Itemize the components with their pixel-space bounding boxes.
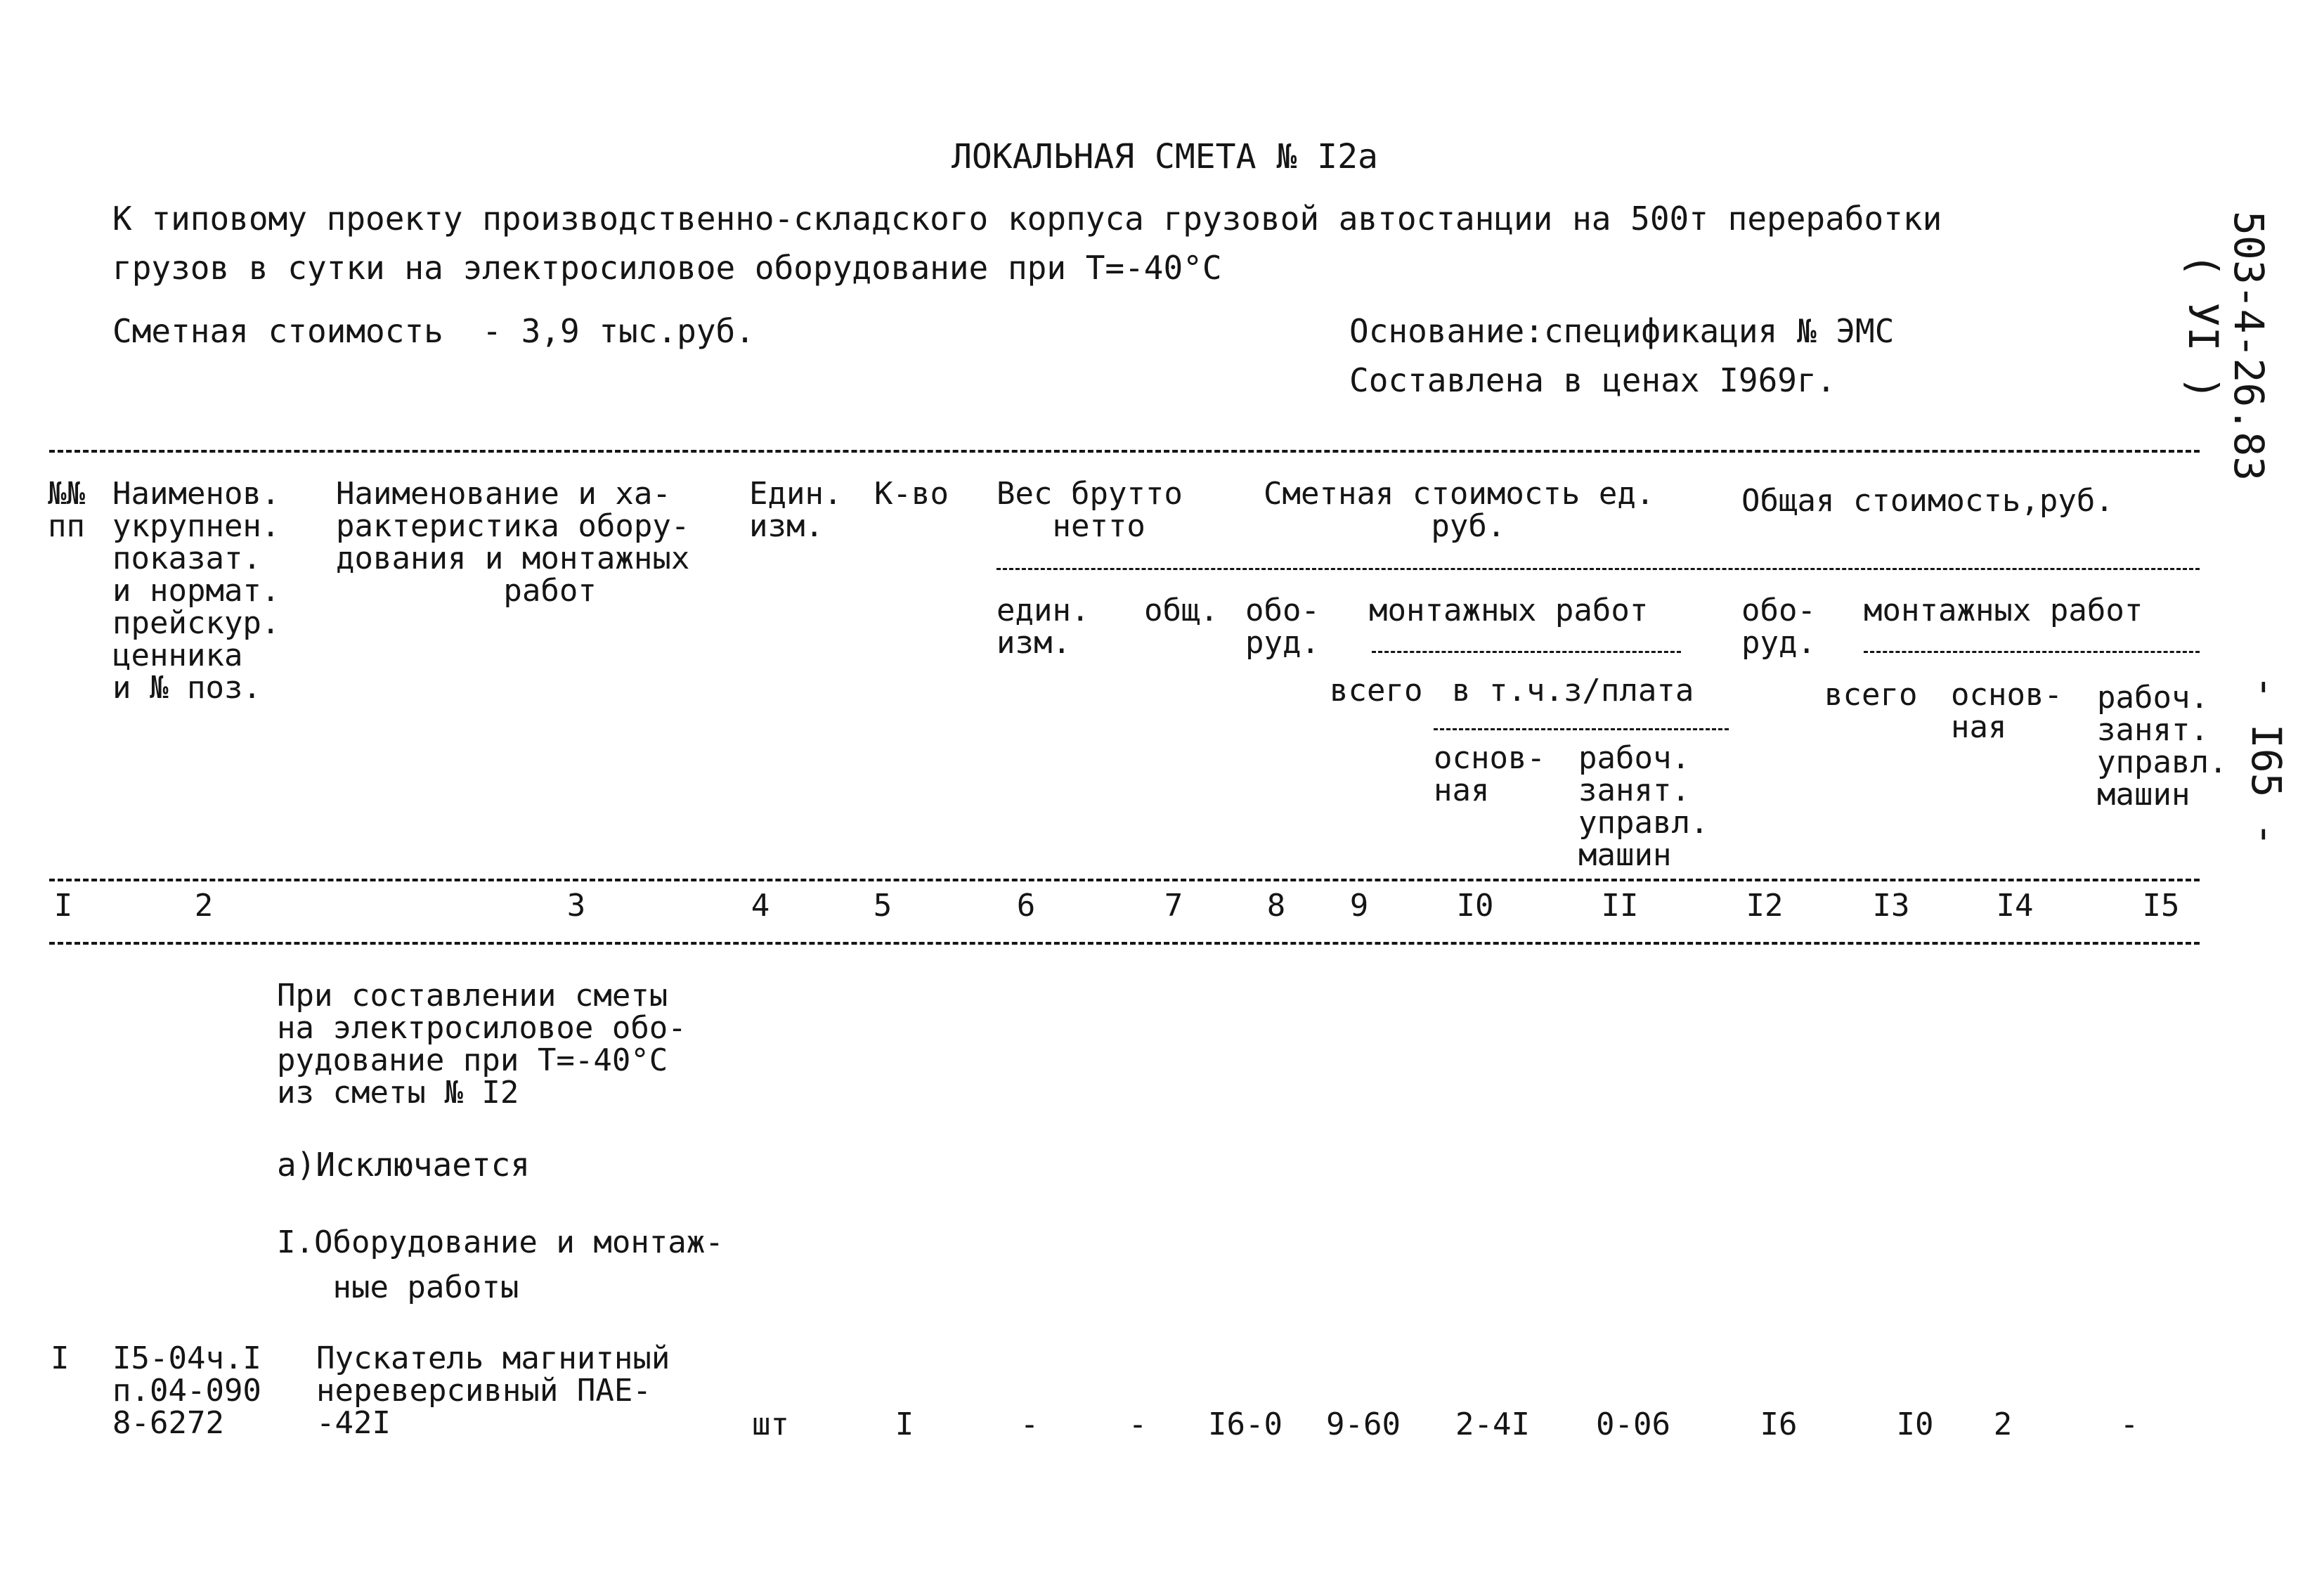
col-number: 6 bbox=[1016, 888, 1036, 924]
row-1-sum-basic: 2 bbox=[1993, 1406, 2013, 1442]
row-1-wage-machine: 0-06 bbox=[1596, 1406, 1670, 1442]
col-number: 9 bbox=[1349, 888, 1369, 924]
row-1-code: I5-04ч.I п.04-090 8-6272 bbox=[112, 1340, 261, 1441]
section-title: I.Оборудование и монтаж- ные работы bbox=[277, 1224, 724, 1305]
header-col-5: К-во bbox=[874, 476, 949, 512]
header-mount-works-2: монтажных работ bbox=[1864, 593, 2143, 628]
header-col-12: обо- руд. bbox=[1741, 593, 1816, 661]
album-number: ( УI ) bbox=[2179, 253, 2227, 401]
col-number: II bbox=[1601, 888, 1639, 924]
header-col-11: рабоч. занят. управл. машин bbox=[1578, 740, 1709, 873]
col-number: I4 bbox=[1996, 888, 2034, 924]
project-code: 503-4-26.83 bbox=[2225, 211, 2273, 481]
price-level: Составлена в ценах I969г. bbox=[1349, 361, 1836, 399]
row-1-equip-cost: I6-0 bbox=[1208, 1406, 1283, 1442]
header-col-1: №№ пп bbox=[48, 476, 85, 544]
col-number: I3 bbox=[1872, 888, 1910, 924]
header-wages-incl: в т.ч.з/плата bbox=[1452, 673, 1694, 709]
estimate-basis: Основание:спецификация № ЭМС bbox=[1349, 312, 1895, 350]
row-1-sum-machine: - bbox=[2119, 1406, 2139, 1442]
header-mount-works: монтажных работ bbox=[1369, 593, 1649, 628]
col-number: I bbox=[53, 888, 73, 924]
header-top-rule bbox=[49, 450, 2200, 453]
header-col-4: Един. изм. bbox=[749, 476, 843, 544]
page-number: - I65 - bbox=[2242, 675, 2290, 847]
excluded-label: а)Исключается bbox=[277, 1146, 531, 1184]
estimate-cost: Сметная стоимость - 3,9 тыс.руб. bbox=[112, 312, 755, 350]
header-weight: Вес брутто нетто bbox=[997, 476, 1183, 544]
row-1-weight-unit: - bbox=[1020, 1406, 1039, 1442]
header-col-6: един. изм. bbox=[997, 593, 1090, 661]
header-col-8: обо- руд. bbox=[1245, 593, 1320, 661]
row-1-qty: I bbox=[895, 1406, 914, 1442]
mount-sub-rule-2 bbox=[1864, 651, 2200, 653]
header-col-14: основ- ная bbox=[1951, 677, 2063, 745]
row-1-unit: шт bbox=[752, 1406, 789, 1442]
row-1-sum-equip: I6 bbox=[1760, 1406, 1798, 1442]
header-unit-cost: Сметная стоимость ед. руб. bbox=[1264, 476, 1655, 544]
col-number: 7 bbox=[1164, 888, 1183, 924]
col-number: 8 bbox=[1266, 888, 1286, 924]
col-number: 4 bbox=[751, 888, 770, 924]
row-1-number: I bbox=[51, 1340, 70, 1376]
header-col-13: всего bbox=[1824, 677, 1918, 713]
header-col-15: рабоч. занят. управл. машин bbox=[2097, 680, 2228, 813]
estimate-note: При составлении сметы на электросиловое обо- рудование при Т=-40°С из сметы № I2 bbox=[277, 978, 687, 1111]
header-col-9: всего bbox=[1330, 673, 1423, 709]
header-col-3: Наименование и ха- рактеристика обору- дования и монтажных работ bbox=[336, 476, 690, 609]
row-1-sum-mount: I0 bbox=[1896, 1406, 1934, 1442]
header-total-cost: Общая стоимость,руб. bbox=[1741, 483, 2114, 519]
col-number: I0 bbox=[1456, 888, 1494, 924]
col-number: I5 bbox=[2142, 888, 2180, 924]
wages-sub-rule bbox=[1434, 728, 1729, 730]
col-number: 2 bbox=[194, 888, 214, 924]
subtitle-line-2: грузов в сутки на электросиловое оборудование при Т=-40°С bbox=[112, 249, 1222, 287]
col-number: I2 bbox=[1746, 888, 1784, 924]
row-1-mount-total: 9-60 bbox=[1326, 1406, 1401, 1442]
numbers-bottom-rule bbox=[49, 942, 2200, 945]
row-1-weight-total: - bbox=[1128, 1406, 1148, 1442]
subtitle-line-1: К типовому проекту производственно-складского корпуса грузовой автостанции на 500т переработки bbox=[112, 200, 1942, 238]
header-col-10: основ- ная bbox=[1434, 740, 1545, 808]
row-1-wage-basic: 2-4I bbox=[1455, 1406, 1530, 1442]
numbers-top-rule bbox=[49, 879, 2200, 881]
col-number: 3 bbox=[566, 888, 586, 924]
mount-sub-rule bbox=[1372, 651, 1681, 653]
document-title: ЛОКАЛЬНАЯ СМЕТА № I2а bbox=[952, 137, 1378, 176]
header-col-2: Наименов. укрупнен. показат. и нормат. прейскур. ценника и № поз. bbox=[112, 476, 280, 706]
col-number: 5 bbox=[873, 888, 892, 924]
header-col-7: общ. bbox=[1144, 593, 1219, 628]
row-1-name: Пускатель магнитный нереверсивный ПАЕ- -42I bbox=[316, 1340, 670, 1441]
header-sub-rule bbox=[997, 568, 2200, 570]
